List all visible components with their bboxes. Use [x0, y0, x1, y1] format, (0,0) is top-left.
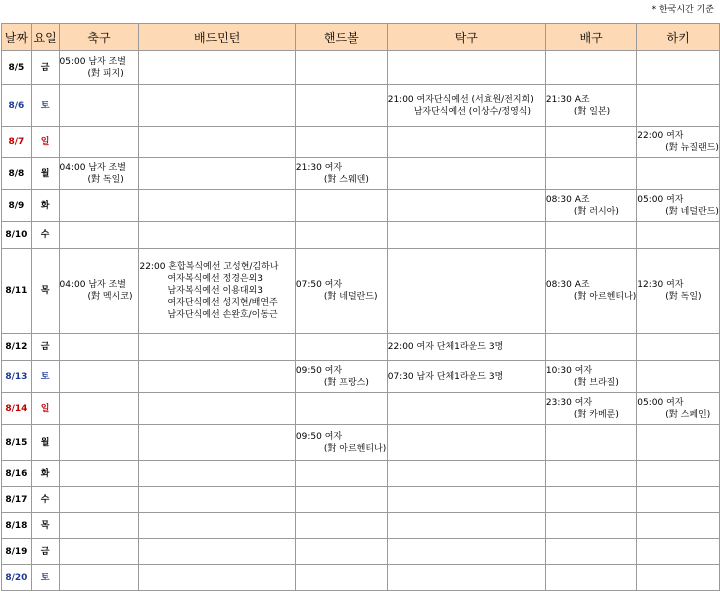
soccer-cell [59, 461, 139, 487]
handball-cell [295, 425, 387, 461]
badminton-cell [139, 487, 295, 513]
tabletennis-cell [387, 461, 545, 487]
event-line: 07:30 남자 단체1라운드 3명 [387, 371, 504, 382]
volleyball-cell [545, 565, 636, 591]
event-line: 08:30 A조 [545, 194, 590, 205]
header-row [2, 24, 720, 51]
event-line: 23:30 여자 [545, 397, 593, 408]
event-line: (對 카메룬) [573, 409, 619, 420]
date-cell: 8/13 [2, 361, 32, 393]
handball-cell [295, 158, 387, 190]
hockey-cell [637, 222, 720, 249]
badminton-cell [139, 85, 295, 127]
day-cell: 금 [31, 334, 59, 361]
soccer-cell [59, 513, 139, 539]
volleyball-cell [545, 393, 636, 425]
event-line: 21:00 여자단식예선 (서효원/전지희) [387, 94, 534, 105]
day-cell: 수 [31, 487, 59, 513]
timezone-note: * 한국시간 기준 [651, 5, 714, 15]
hockey-cell [637, 127, 720, 158]
hockey-cell [637, 51, 720, 85]
volleyball-cell [545, 539, 636, 565]
event-line: 05:00 남자 조별 [59, 56, 126, 67]
handball-cell [295, 393, 387, 425]
date-cell: 8/18 [2, 513, 32, 539]
table-row [2, 127, 720, 158]
badminton-cell [139, 222, 295, 249]
badminton-cell [139, 361, 295, 393]
table-row [2, 425, 720, 461]
hockey-cell [637, 361, 720, 393]
tabletennis-cell [387, 393, 545, 425]
table-row [2, 487, 720, 513]
volleyball-cell [545, 158, 636, 190]
badminton-cell [139, 158, 295, 190]
event-line: (對 러시아) [573, 206, 619, 217]
col-header-day: 요일 [31, 24, 59, 51]
badminton-cell [139, 513, 295, 539]
handball-cell [295, 513, 387, 539]
event-line: (對 피지) [87, 68, 124, 79]
event-line: (對 뉴질랜드) [665, 143, 719, 153]
day-cell: 토 [31, 565, 59, 591]
badminton-cell [139, 461, 295, 487]
tabletennis-cell [387, 487, 545, 513]
date-cell: 8/16 [2, 461, 32, 487]
event-line: 22:00 여자 단체1라운드 3명 [387, 342, 504, 352]
table-row [2, 158, 720, 190]
table-row [2, 361, 720, 393]
event-line: (對 독일) [87, 174, 124, 185]
day-cell: 화 [31, 461, 59, 487]
table-row [2, 85, 720, 127]
volleyball-cell [545, 513, 636, 539]
badminton-cell [139, 393, 295, 425]
handball-cell [295, 487, 387, 513]
event-line: (對 일본) [573, 106, 611, 117]
tabletennis-cell [387, 190, 545, 222]
event-line: 05:00 여자 [637, 194, 684, 205]
col-header-tabletennis: 탁구 [387, 24, 545, 51]
event-line: 여자단식예선 성지현/배연주 [167, 298, 278, 308]
event-line: 09:50 여자 [295, 365, 343, 376]
handball-cell [295, 249, 387, 334]
badminton-cell [139, 51, 295, 85]
badminton-cell [139, 190, 295, 222]
hockey-cell [637, 513, 720, 539]
soccer-cell [59, 565, 139, 591]
col-header-soccer: 축구 [59, 24, 139, 51]
tabletennis-cell [387, 222, 545, 249]
tabletennis-cell [387, 513, 545, 539]
event-line: 08:30 A조 [545, 280, 590, 290]
date-cell: 8/7 [2, 127, 32, 158]
event-line: (對 브라질) [573, 377, 619, 388]
event-line: 21:30 A조 [545, 94, 590, 105]
table-row [2, 51, 720, 85]
handball-cell [295, 85, 387, 127]
date-cell: 8/11 [2, 249, 32, 334]
hockey-cell [637, 393, 720, 425]
tabletennis-cell [387, 127, 545, 158]
tabletennis-cell [387, 361, 545, 393]
col-header-badminton: 배드민턴 [139, 24, 295, 51]
soccer-cell [59, 539, 139, 565]
volleyball-cell [545, 190, 636, 222]
date-cell: 8/5 [2, 51, 32, 85]
volleyball-cell [545, 249, 636, 334]
soccer-cell [59, 425, 139, 461]
event-line: 05:00 여자 [637, 397, 684, 408]
day-cell: 금 [31, 539, 59, 565]
badminton-cell [139, 249, 295, 334]
date-cell: 8/10 [2, 222, 32, 249]
volleyball-cell [545, 51, 636, 85]
soccer-cell [59, 190, 139, 222]
table-row [2, 513, 720, 539]
soccer-cell [59, 249, 139, 334]
col-header-date: 날짜 [2, 24, 32, 51]
event-line: 12:30 여자 [637, 280, 684, 290]
event-line: (對 아르헨티나) [323, 443, 387, 454]
event-line: (對 네덜란드) [665, 206, 719, 217]
event-line: 04:00 남자 조별 [59, 162, 126, 173]
event-line: (對 스페인) [665, 409, 711, 420]
handball-cell [295, 51, 387, 85]
soccer-cell [59, 222, 139, 249]
table-row [2, 393, 720, 425]
volleyball-cell [545, 361, 636, 393]
col-header-hockey: 하키 [637, 24, 720, 51]
volleyball-cell [545, 334, 636, 361]
volleyball-cell [545, 487, 636, 513]
table-row [2, 461, 720, 487]
col-header-handball: 핸드볼 [295, 24, 387, 51]
table-row [2, 249, 720, 334]
hockey-cell [637, 190, 720, 222]
handball-cell [295, 127, 387, 158]
event-line: (對 스웨덴) [323, 174, 369, 185]
date-cell: 8/8 [2, 158, 32, 190]
hockey-cell [637, 334, 720, 361]
hockey-cell [637, 487, 720, 513]
event-line: 여자복식예선 정경은외3 [167, 274, 264, 284]
day-cell: 금 [31, 51, 59, 85]
hockey-cell [637, 249, 720, 334]
tabletennis-cell [387, 539, 545, 565]
event-line: 22:00 여자 [637, 131, 684, 141]
hockey-cell [637, 539, 720, 565]
event-line: (對 프랑스) [323, 377, 369, 388]
col-header-volleyball: 배구 [545, 24, 636, 51]
day-cell: 목 [31, 513, 59, 539]
soccer-cell [59, 334, 139, 361]
badminton-cell [139, 127, 295, 158]
event-line: 남자복식예선 이용대외3 [167, 286, 264, 296]
table-row [2, 539, 720, 565]
event-line: 남자단식예선 손완호/이동근 [167, 310, 278, 320]
handball-cell [295, 539, 387, 565]
day-cell: 일 [31, 393, 59, 425]
badminton-cell [139, 539, 295, 565]
date-cell: 8/12 [2, 334, 32, 361]
event-line: 04:00 남자 조별 [59, 280, 126, 290]
handball-cell [295, 222, 387, 249]
table-row [2, 565, 720, 591]
hockey-cell [637, 85, 720, 127]
handball-cell [295, 334, 387, 361]
volleyball-cell [545, 425, 636, 461]
event-line: (對 네덜란드) [323, 292, 378, 302]
day-cell: 월 [31, 158, 59, 190]
date-cell: 8/15 [2, 425, 32, 461]
tabletennis-cell [387, 249, 545, 334]
tabletennis-cell [387, 565, 545, 591]
table-row [2, 222, 720, 249]
volleyball-cell [545, 222, 636, 249]
day-cell: 월 [31, 425, 59, 461]
day-cell: 수 [31, 222, 59, 249]
handball-cell [295, 361, 387, 393]
event-line: 22:00 혼합복식예선 고성현/김하나 [139, 262, 279, 272]
hockey-cell [637, 461, 720, 487]
badminton-cell [139, 565, 295, 591]
event-line: (對 멕시코) [87, 292, 133, 302]
event-line: 10:30 여자 [545, 365, 593, 376]
soccer-cell [59, 487, 139, 513]
date-cell: 8/6 [2, 85, 32, 127]
date-cell: 8/17 [2, 487, 32, 513]
soccer-cell [59, 393, 139, 425]
table-row [2, 190, 720, 222]
schedule-table [1, 23, 720, 591]
day-cell: 일 [31, 127, 59, 158]
day-cell: 토 [31, 85, 59, 127]
day-cell: 토 [31, 361, 59, 393]
soccer-cell [59, 361, 139, 393]
hockey-cell [637, 425, 720, 461]
volleyball-cell [545, 85, 636, 127]
soccer-cell [59, 85, 139, 127]
tabletennis-cell [387, 334, 545, 361]
soccer-cell [59, 127, 139, 158]
date-cell: 8/20 [2, 565, 32, 591]
event-line: (對 아르헨티나) [573, 292, 637, 302]
date-cell: 8/9 [2, 190, 32, 222]
date-cell: 8/14 [2, 393, 32, 425]
volleyball-cell [545, 127, 636, 158]
tabletennis-cell [387, 51, 545, 85]
tabletennis-cell [387, 158, 545, 190]
day-cell: 화 [31, 190, 59, 222]
tabletennis-cell [387, 425, 545, 461]
badminton-cell [139, 334, 295, 361]
hockey-cell [637, 565, 720, 591]
date-cell: 8/19 [2, 539, 32, 565]
badminton-cell [139, 425, 295, 461]
event-line: 07:50 여자 [295, 280, 343, 290]
event-line: (對 독일) [665, 292, 702, 302]
event-line: 남자단식예선 (이상수/정영식) [413, 106, 531, 117]
handball-cell [295, 461, 387, 487]
day-cell: 목 [31, 249, 59, 334]
volleyball-cell [545, 461, 636, 487]
tabletennis-cell [387, 85, 545, 127]
table-row [2, 334, 720, 361]
handball-cell [295, 190, 387, 222]
event-line: 09:50 여자 [295, 431, 343, 442]
soccer-cell [59, 158, 139, 190]
event-line: 21:30 여자 [295, 162, 343, 173]
handball-cell [295, 565, 387, 591]
hockey-cell [637, 158, 720, 190]
soccer-cell [59, 51, 139, 85]
